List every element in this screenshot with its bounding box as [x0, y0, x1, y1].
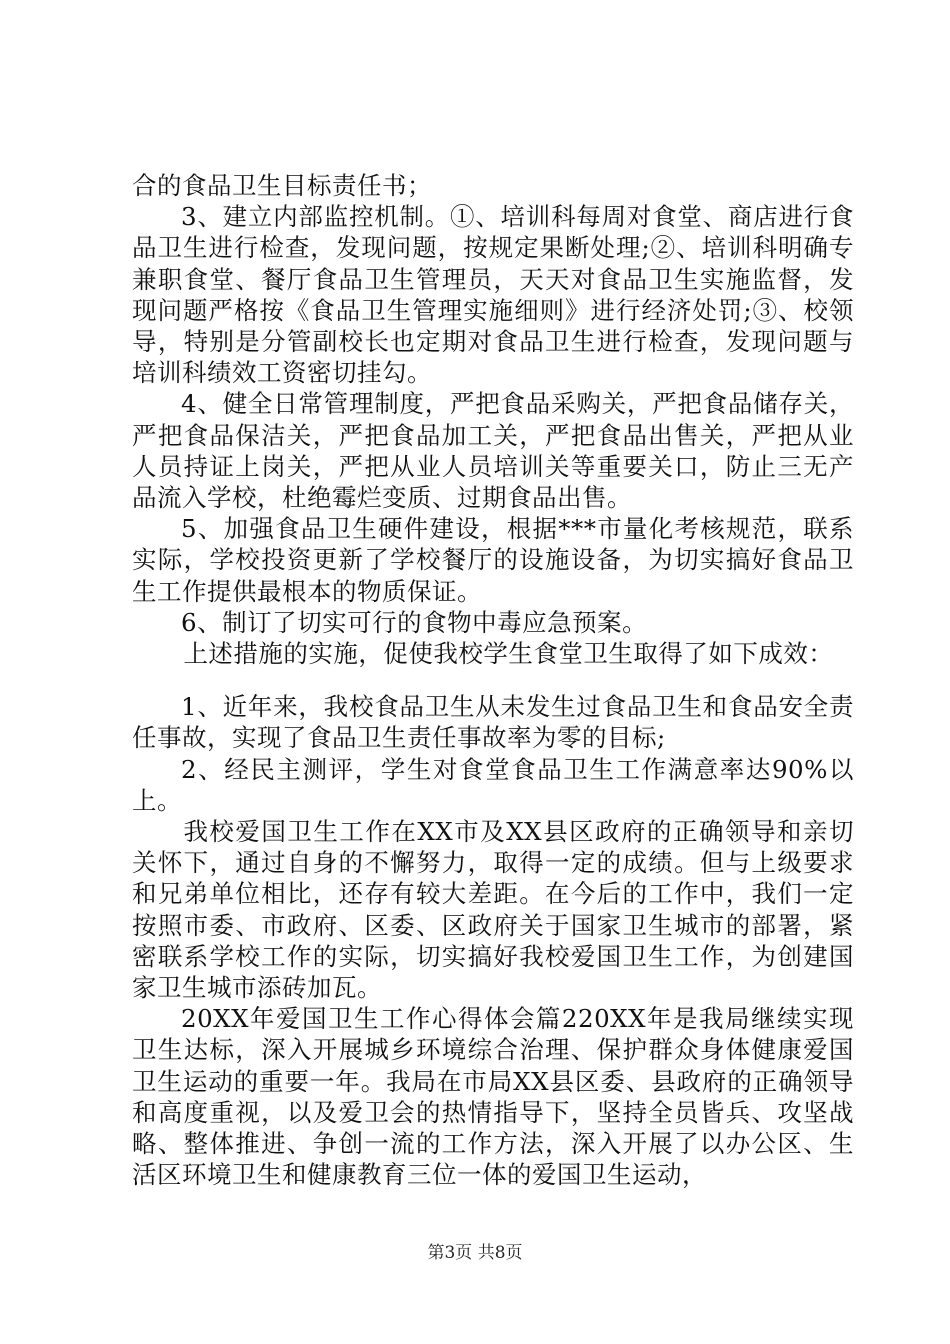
page-footer: 第3页 共8页 — [427, 1243, 523, 1263]
paragraph-item-4: 4、健全日常管理制度，严把食品采购关，严把食品储存关，严把食品保洁关，严把食品加工关，严把食品出售关，严把从业人员持证上岗关，严把从业人员培训关等重要关口，防止三无产品流入学校，杜绝霉烂变质、过期食品出售。 — [132, 389, 854, 513]
paragraph-conclusion: 我校爱国卫生工作在XX市及XX县区政府的正确领导和亲切关怀下，通过自身的不懈努力，取得一定的成绩。但与上级要求和兄弟单位相比，还存有较大差距。在今后的工作中，我们一定按照市委、市政府、区委、区政府关于国家卫生城市的部署，紧密联系学校工作的实际，切实搞好我校爱国卫生工作，为创建国家卫生城市添砖加瓦。 — [132, 817, 854, 1003]
paragraph-results-intro: 上述措施的实施，促使我校学生食堂卫生取得了如下成效： — [183, 639, 834, 669]
paragraph-item-3: 3、建立内部监控机制。①、培训科每周对食堂、商店进行食品卫生进行检查，发现问题，按规定果断处理;②、培训科明确专兼职食堂、餐厅食品卫生管理员，天天对食品卫生实施监督，发现问题严格按《食品卫生管理实施细则》进行经济处罚;③、校领导，特别是分管副校长也定期对食品卫生进行检查，发现问题与培训科绩效工资密切挂勾。 — [132, 202, 854, 388]
paragraph-continuation: 合的食品卫生目标责任书； — [132, 171, 432, 200]
paragraph-result-1: 1、近年来，我校食品卫生从未发生过食品卫生和食品安全责任事故，实现了食品卫生责任事故率为零的目标; — [132, 692, 854, 753]
paragraph-result-2: 2、经民主测评，学生对食堂食品卫生工作满意率达90%以上。 — [132, 754, 854, 815]
document-body — [132, 170, 854, 1191]
paragraph-article-2: 20XX年爱国卫生工作心得体会篇220XX年是我局继续实现卫生达标，深入开展城乡环境综合治理、保护群众身体健康爱国卫生运动的重要一年。我局在市局XX县区委、县政府的正确领导和高度重视，以及爱卫会的热情指导下，坚持全员皆兵、攻坚战略、整体推进、争创一流的工作方法，深入开展了以办公区、生活区环境卫生和健康教育三位一体的爱国卫生运动， — [132, 1004, 854, 1190]
paragraph-item-5: 5、加强食品卫生硬件建设，根据***市量化考核规范，联系实际，学校投资更新了学校餐厅的设施设备，为切实搞好食品卫生工作提供最根本的物质保证。 — [132, 514, 854, 606]
paragraph-item-6: 6、制订了切实可行的食物中毒应急预案。 — [181, 607, 648, 637]
